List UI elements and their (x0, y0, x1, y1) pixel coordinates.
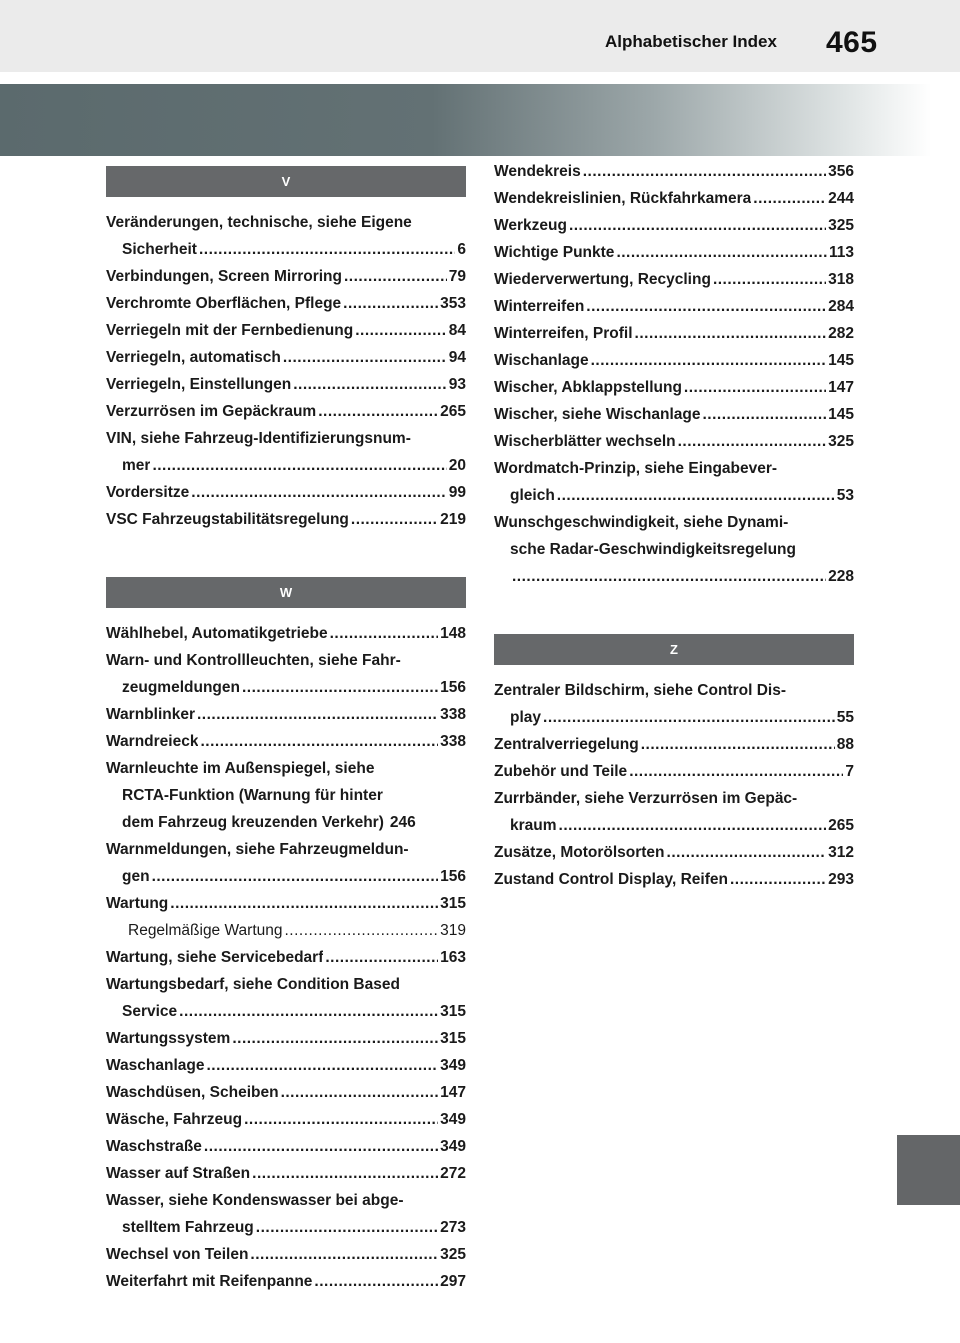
page-reference: 325 (440, 1246, 466, 1263)
page-reference: 338 (440, 706, 466, 723)
page-reference: 219 (440, 511, 466, 528)
entry-term: Zusätze, Motorölsorten (494, 844, 665, 861)
index-entry (494, 428, 854, 455)
section-header-w: W (106, 577, 466, 608)
entry-term: Zentralverriegelung (494, 736, 639, 753)
entry-term: Winterreifen, Profil (494, 325, 633, 342)
page-reference: 148 (440, 625, 466, 642)
leader-dots (629, 758, 843, 785)
page-reference: 244 (828, 190, 854, 207)
leader-dots (283, 344, 447, 371)
page-reference: 293 (828, 871, 854, 888)
index-entry (494, 785, 854, 839)
section-gap (494, 590, 854, 626)
page-reference: 282 (828, 325, 854, 342)
entry-term: gen (122, 868, 150, 885)
index-entry (494, 374, 854, 401)
leader-dots (730, 866, 826, 893)
index-entry (106, 647, 466, 701)
leader-dots (197, 701, 438, 728)
leader-dots (753, 185, 826, 212)
index-entry (106, 1187, 466, 1241)
index-entry (106, 890, 466, 917)
leader-dots (330, 620, 439, 647)
leader-dots (344, 263, 447, 290)
section-gap (106, 533, 466, 569)
page-reference: 6 (457, 241, 466, 258)
entry-term: Wordmatch-Prinzip, siehe Eingabever- (494, 460, 778, 477)
leader-dots (200, 728, 438, 755)
leader-dots (641, 731, 835, 758)
entry-term: Wartung, siehe Servicebedarf (106, 949, 324, 966)
index-entry (494, 455, 854, 509)
page-reference: 163 (440, 949, 466, 966)
page-reference: 145 (828, 406, 854, 423)
entry-term: Wäsche, Fahrzeug (106, 1111, 243, 1128)
entry-term: Waschdüsen, Scheiben (106, 1084, 279, 1101)
leader-dots (702, 401, 826, 428)
leader-dots (232, 1025, 438, 1052)
index-entry (106, 425, 466, 479)
entry-term: play (510, 709, 542, 726)
leader-dots (591, 347, 827, 374)
entry-term: Waschanlage (106, 1057, 205, 1074)
page-reference: 55 (836, 709, 854, 726)
page-reference: 145 (828, 352, 854, 369)
index-entry (106, 1268, 466, 1295)
entry-term: Verriegeln mit der Fernbedienung (106, 322, 354, 339)
index-entry (106, 701, 466, 728)
page-reference: 93 (448, 376, 466, 393)
index-entry (106, 1025, 466, 1052)
leader-dots (252, 1160, 438, 1187)
index-entry (106, 1079, 466, 1106)
page-reference: 319 (440, 922, 466, 939)
leader-dots (199, 236, 455, 263)
entry-term: Wartungssystem (106, 1030, 231, 1047)
leader-dots (569, 212, 826, 239)
leader-dots (355, 317, 447, 344)
entry-term: Warndreieck (106, 733, 199, 750)
entry-term: Werkzeug (494, 217, 567, 234)
chapter-tab (897, 1135, 960, 1205)
page-reference: 147 (440, 1084, 466, 1101)
entry-term: Wechsel von Teilen (106, 1246, 249, 1263)
entry-term: Wichtige Punkte (494, 244, 615, 261)
page-reference: 79 (448, 268, 466, 285)
page-reference: 353 (440, 295, 466, 312)
entry-term: Wählhebel, Automatikgetriebe (106, 625, 328, 642)
leader-dots (678, 428, 827, 455)
index-entry (494, 185, 854, 212)
entry-term: Service (122, 1003, 178, 1020)
entry-term: zeugmeldungen (122, 679, 240, 696)
page-reference: 84 (448, 322, 466, 339)
index-entry (106, 971, 466, 1025)
leader-dots (543, 704, 835, 731)
index-entry (106, 836, 466, 890)
page-reference: 325 (828, 217, 854, 234)
entry-term: Zentraler Bildschirm, siehe Control Dis- (494, 682, 786, 699)
page-reference: 20 (448, 457, 466, 474)
index-entry (494, 158, 854, 185)
index-entry (494, 266, 854, 293)
leader-dots (325, 944, 438, 971)
entry-term: sche Radar-Geschwindigkeitsregelung (510, 541, 796, 558)
leader-dots (152, 452, 446, 479)
index-entry (106, 728, 466, 755)
page-reference: 284 (828, 298, 854, 315)
entry-term: Sicherheit (122, 241, 197, 258)
entry-term: Wendekreis (494, 163, 581, 180)
page-reference: 315 (440, 895, 466, 912)
entry-term: Zustand Control Display, Reifen (494, 871, 728, 888)
header-bar (0, 0, 960, 72)
entry-term: Wischanlage (494, 352, 589, 369)
entry-term: Veränderungen, technische, siehe Eigene (106, 214, 412, 231)
page-reference: 325 (828, 433, 854, 450)
index-entry (494, 347, 854, 374)
index-entry (106, 317, 466, 344)
page-reference: 53 (836, 487, 854, 504)
leader-dots (586, 293, 826, 320)
page-reference: 147 (828, 379, 854, 396)
page-reference: 356 (828, 163, 854, 180)
index-entry (494, 677, 854, 731)
page-reference: 88 (836, 736, 854, 753)
entry-term: Wiederverwertung, Recycling (494, 271, 711, 288)
page-reference: 246 (389, 814, 416, 831)
index-entry (494, 320, 854, 347)
page-reference: 318 (828, 271, 854, 288)
page-reference: 297 (440, 1273, 466, 1290)
leader-dots (250, 1241, 438, 1268)
page-reference: 272 (440, 1165, 466, 1182)
entry-term: Zurrbänder, siehe Verzurrösen im Gepäc- (494, 790, 798, 807)
entry-term: Verchromte Oberflächen, Pflege (106, 295, 342, 312)
leader-dots (684, 374, 826, 401)
index-entry (494, 401, 854, 428)
page-reference: 349 (440, 1138, 466, 1155)
entry-term: mer (122, 457, 151, 474)
leader-dots (191, 479, 446, 506)
entry-term: Verriegeln, automatisch (106, 349, 281, 366)
leader-dots (583, 158, 826, 185)
entry-term: Wischer, siehe Wischanlage (494, 406, 701, 423)
index-entry (106, 290, 466, 317)
leader-dots (281, 1079, 439, 1106)
section-header-v: V (106, 166, 466, 197)
leader-dots (242, 674, 438, 701)
section-header-z: Z (494, 634, 854, 665)
leader-dots (314, 1268, 438, 1295)
leader-dots (318, 398, 438, 425)
leader-dots (293, 371, 447, 398)
entry-term: Wunschgeschwindigkeit, siehe Dynami- (494, 514, 789, 531)
index-entry (106, 398, 466, 425)
entry-term: gleich (510, 487, 555, 504)
entry-term: Warnmeldungen, siehe Fahrzeugmeldun- (106, 841, 409, 858)
index-entry (106, 263, 466, 290)
page-number: 465 (826, 26, 878, 59)
index-entry (494, 239, 854, 266)
entry-term: Waschstraße (106, 1138, 202, 1155)
index-entry (494, 758, 854, 785)
leader-dots (204, 1133, 438, 1160)
leader-dots (256, 1214, 438, 1241)
entry-term: Wartungsbedarf, siehe Condition Based (106, 976, 400, 993)
entry-term: dem Fahrzeug kreuzenden Verkehr) (122, 814, 384, 831)
entry-term: Weiterfahrt mit Reifenpanne (106, 1273, 313, 1290)
index-entry (106, 479, 466, 506)
leader-dots (170, 890, 438, 917)
leader-dots (179, 998, 438, 1025)
index-entry (106, 506, 466, 533)
index-entry (106, 1241, 466, 1268)
page-reference: 228 (828, 568, 854, 585)
index-subentry (106, 917, 466, 944)
page-reference: 273 (440, 1219, 466, 1236)
page-reference: 312 (828, 844, 854, 861)
entry-term: stelltem Fahrzeug (122, 1219, 254, 1236)
page-reference: 156 (440, 868, 466, 885)
entry-term: Wischerblätter wechseln (494, 433, 676, 450)
index-entry (106, 755, 466, 836)
entry-term: Verbindungen, Screen Mirroring (106, 268, 342, 285)
page-reference: 315 (440, 1030, 466, 1047)
entry-term: Vordersitze (106, 484, 190, 501)
entry-term: Wendekreislinien, Rückfahrkamera (494, 190, 752, 207)
index-entry (494, 731, 854, 758)
index-entry (494, 866, 854, 893)
page-reference: 338 (440, 733, 466, 750)
index-entry (494, 509, 854, 590)
index-entry (106, 1106, 466, 1133)
entry-term: Warnleuchte im Außenspiegel, siehe (106, 760, 375, 777)
entry-term: Wartung (106, 895, 169, 912)
index-entry (494, 293, 854, 320)
leader-dots (244, 1106, 438, 1133)
entry-term: Warn- und Kontrollleuchten, siehe Fahr- (106, 652, 401, 669)
page-reference: 265 (828, 817, 854, 834)
entry-term: Wasser auf Straßen (106, 1165, 251, 1182)
leader-dots (557, 482, 835, 509)
page-reference: 113 (828, 244, 854, 261)
entry-term: Verriegeln, Einstellungen (106, 376, 292, 393)
page-reference: 99 (448, 484, 466, 501)
entry-term: Wischer, Abklappstellung (494, 379, 682, 396)
index-entry (106, 944, 466, 971)
index-entry (106, 620, 466, 647)
page-reference: 7 (845, 763, 854, 780)
index-column-left (106, 158, 466, 1295)
leader-dots (343, 290, 438, 317)
page-reference: 349 (440, 1111, 466, 1128)
leader-dots (152, 863, 439, 890)
page-reference: 94 (448, 349, 466, 366)
index-entry (494, 839, 854, 866)
page-reference: 265 (440, 403, 466, 420)
entry-term: Warnblinker (106, 706, 195, 723)
entry-term: kraum (510, 817, 557, 834)
page-reference: 315 (440, 1003, 466, 1020)
index-entry (106, 209, 466, 263)
page-reference: 156 (440, 679, 466, 696)
header-title: Alphabetischer Index (605, 32, 777, 51)
leader-dots (512, 563, 826, 590)
leader-dots (559, 812, 827, 839)
leader-dots (616, 239, 827, 266)
index-entry (494, 212, 854, 239)
page-reference: 349 (440, 1057, 466, 1074)
leader-dots (285, 917, 439, 944)
leader-dots (667, 839, 827, 866)
index-entry (106, 1160, 466, 1187)
index-entry (106, 344, 466, 371)
index-entry (106, 1133, 466, 1160)
decorative-banner (0, 84, 960, 156)
entry-term: Zubehör und Teile (494, 763, 628, 780)
leader-dots (351, 506, 438, 533)
entry-term: RCTA-Funktion (Warnung für hinter (122, 787, 383, 804)
entry-term: Regelmäßige Wartung (128, 922, 283, 939)
entry-term: VSC Fahrzeugstabilitätsregelung (106, 511, 349, 528)
entry-term: Winterreifen (494, 298, 585, 315)
entry-term: VIN, siehe Fahrzeug-Identifizierungsnum- (106, 430, 411, 447)
leader-dots (635, 320, 827, 347)
entry-term: Wasser, siehe Kondenswasser bei abge- (106, 1192, 404, 1209)
index-column-right (494, 158, 854, 893)
index-entry (106, 371, 466, 398)
leader-dots (713, 266, 826, 293)
index-entry (106, 1052, 466, 1079)
leader-dots (207, 1052, 439, 1079)
entry-term: Verzurrösen im Gepäckraum (106, 403, 317, 420)
